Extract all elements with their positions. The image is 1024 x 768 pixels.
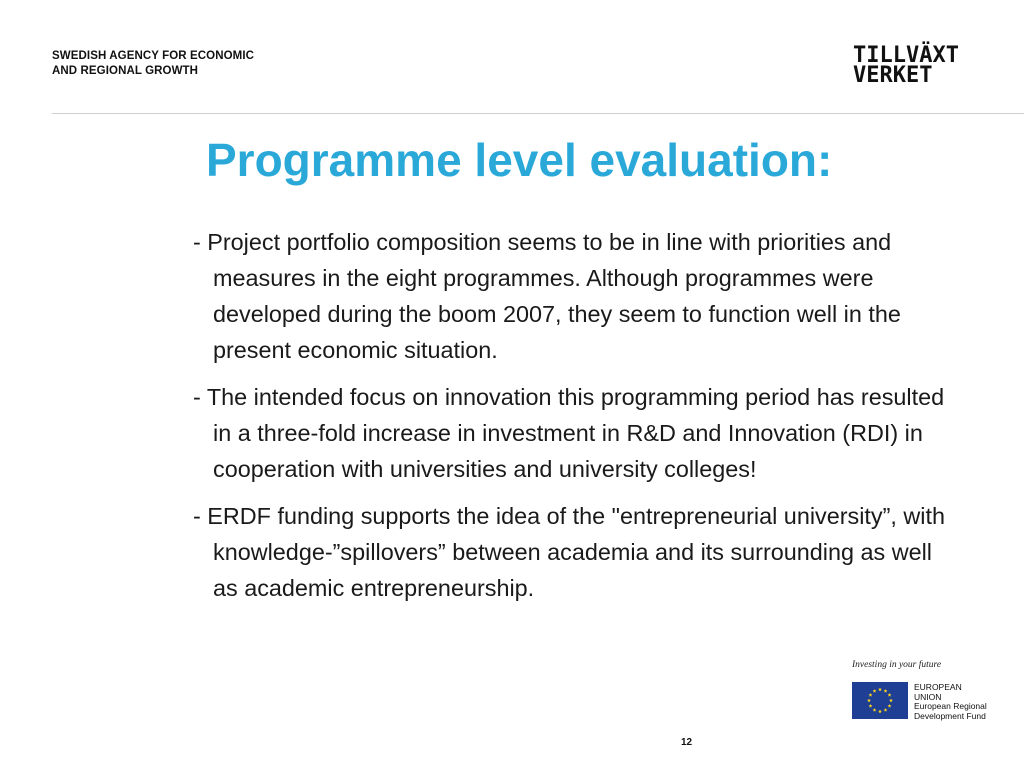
slide-body (193, 224, 963, 617)
eu-line3: European Regional (914, 701, 987, 711)
eu-star (869, 704, 873, 708)
eu-tagline: Investing in your future (852, 660, 942, 670)
eu-line1: EUROPEAN (914, 682, 962, 692)
eu-star (873, 708, 877, 712)
bullet-paragraph-2: - The intended focus on innovation this programming period has resulted in a three-fold increase in investment in R&D and Innovation (RDI) in cooperation with universities and university colleges! (193, 384, 945, 482)
eu-funding-logo (852, 660, 992, 730)
logo-line1: TILLVÄXT (853, 43, 959, 68)
logo-line2: VERKET (853, 63, 933, 88)
agency-name-line2: AND REGIONAL GROWTH (52, 65, 199, 77)
eu-star (884, 708, 888, 712)
agency-name-line1: SWEDISH AGENCY FOR ECONOMIC (52, 50, 255, 62)
eu-star (888, 704, 892, 708)
eu-star (878, 710, 882, 714)
agency-name (52, 49, 254, 79)
eu-star (873, 689, 877, 693)
tillvaxtverket-logo (853, 42, 981, 90)
bullet-paragraph-1: - Project portfolio composition seems to be in line with priorities and measures in the eight programmes. Although programmes were developed during the boom 2007, they seem to function well in the present economic situation. (193, 229, 901, 363)
slide-title: Programme level evaluation: (206, 134, 833, 186)
eu-star (888, 693, 892, 697)
eu-flag-icon (852, 682, 908, 719)
eu-star (878, 688, 882, 692)
eu-line4: Development Fund (914, 710, 986, 721)
eu-star (867, 699, 871, 703)
bullet-paragraph-3: - ERDF funding supports the idea of the "entrepreneurial university”, with knowledge-”spillovers” between academia and its surrounding as well as academic entrepreneurship. (193, 503, 945, 601)
eu-line2: UNION (914, 691, 942, 702)
header-divider (52, 113, 1024, 114)
eu-star (869, 693, 873, 697)
eu-fund-label (914, 683, 987, 721)
page-number: 12 (681, 737, 693, 748)
eu-star (889, 699, 893, 703)
eu-star (884, 689, 888, 693)
